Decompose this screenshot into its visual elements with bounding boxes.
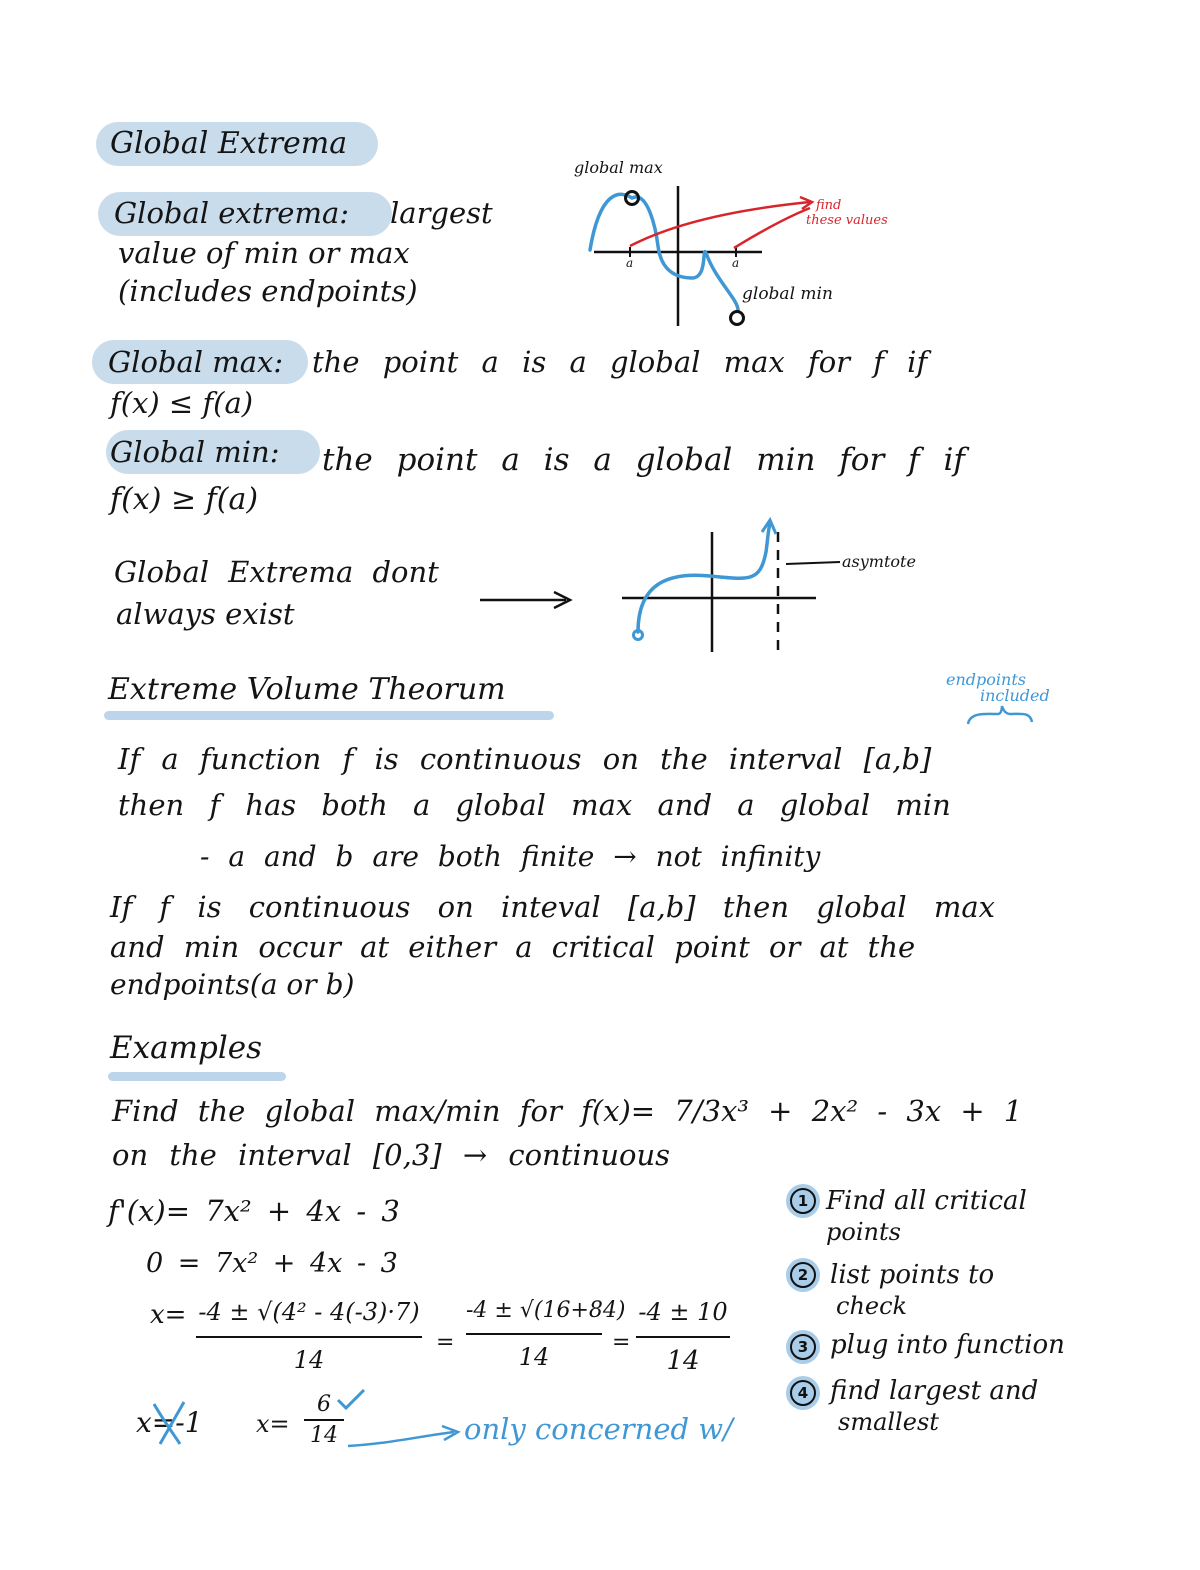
quad-bar3 xyxy=(636,1336,730,1338)
step-3-badge xyxy=(786,1330,820,1364)
step-3-number: 3 xyxy=(790,1334,816,1360)
graph1-tick-a: a xyxy=(626,256,634,270)
graph1-max-label: global max xyxy=(574,158,663,177)
step-1-number: 1 xyxy=(790,1188,816,1214)
global-max-statement: the point a is a global max for f if xyxy=(312,345,928,379)
problem-line1: Find the global max/min for f(x)= 7/3x³ + 2x² - 3x + 1 xyxy=(112,1094,1023,1128)
step-2-badge xyxy=(786,1258,820,1292)
global-min-condition: f(x) ≥ f(a) xyxy=(110,482,259,517)
root-kept-den: 14 xyxy=(310,1423,338,1448)
global-max-term: Global max: xyxy=(108,345,284,379)
examples-heading: Examples xyxy=(110,1030,263,1066)
graph1-find-label-2: these values xyxy=(806,213,888,228)
quad-den3: 14 xyxy=(666,1346,700,1376)
not-exist-line1: Global Extrema dont xyxy=(114,555,439,589)
quad-eq2: = xyxy=(612,1330,631,1355)
graph1-min-label: global min xyxy=(742,284,833,304)
note-arrow xyxy=(346,1424,462,1450)
step-3-line1: plug into function xyxy=(830,1330,1065,1360)
global-max-condition: f(x) ≤ f(a) xyxy=(110,386,254,420)
quad-den2: 14 xyxy=(518,1343,550,1371)
root-crossed: x=-1 xyxy=(136,1406,203,1439)
step-2-line2: check xyxy=(836,1292,908,1320)
quad-num1: -4 ± √(4² - 4(-3)·7) xyxy=(198,1298,420,1326)
graph2-curve xyxy=(638,524,770,632)
step-4-line1: find largest and xyxy=(830,1376,1039,1406)
step-2-line1: list points to xyxy=(830,1260,995,1290)
evt-heading: Extreme Volume Theorum xyxy=(108,672,506,707)
evt-side-note-brace xyxy=(966,704,1036,728)
step-1-line1: Find all critical xyxy=(826,1186,1027,1216)
graph1-find-label-1: find xyxy=(816,198,842,213)
quad-bar2 xyxy=(466,1333,602,1335)
global-min-point xyxy=(731,312,744,325)
global-min-term: Global min: xyxy=(110,435,280,469)
root-kept-prefix: x= xyxy=(256,1410,290,1438)
evt-line4: If f is continuous on inteval [a,b] then global max xyxy=(110,890,996,924)
not-exist-arrow xyxy=(478,588,578,612)
root-check-mark xyxy=(336,1388,366,1412)
graph1-tick-b: a xyxy=(732,256,740,270)
step-1-badge xyxy=(786,1184,820,1218)
asymptote-label: asymtote xyxy=(842,552,916,571)
quad-fraction-3 xyxy=(636,1298,730,1376)
global-min-statement: the point a is a global min for f if xyxy=(322,442,965,478)
evt-line6: endpoints(a or b) xyxy=(110,968,355,1001)
definition-term: Global extrema: xyxy=(114,196,350,230)
problem-line2: on the interval [0,3] → continuous xyxy=(112,1138,671,1172)
quad-den1: 14 xyxy=(293,1346,325,1374)
evt-underline xyxy=(104,711,554,720)
quad-prefix: x= xyxy=(150,1300,187,1330)
asymptote-graph xyxy=(610,512,840,662)
root-cross-mark xyxy=(150,1398,190,1448)
evt-line2: then f has both a global max and a global min xyxy=(118,788,951,822)
definition-line2: value of min or max xyxy=(118,236,410,270)
evt-line5: and min occur at either a critical point or at the xyxy=(110,930,916,964)
evt-line1: If a function f is continuous on the interval [a,b] xyxy=(118,742,932,776)
quad-bar1 xyxy=(196,1336,422,1338)
root-kept-num: 6 xyxy=(317,1392,331,1417)
root-kept-bar xyxy=(304,1419,344,1421)
quad-eq1: = xyxy=(436,1330,455,1355)
set-to-zero: 0 = 7x² + 4x - 3 xyxy=(146,1248,398,1279)
step-1-line2: points xyxy=(826,1218,901,1246)
step-2-number: 2 xyxy=(790,1262,816,1288)
definition-line1: largest xyxy=(390,196,493,230)
quad-num2: -4 ± √(16+84) xyxy=(466,1298,626,1323)
global-extrema-graph xyxy=(560,150,920,340)
quad-num3: -4 ± 10 xyxy=(638,1298,728,1326)
graph1-red-arrow-2 xyxy=(734,208,810,248)
not-exist-line2: always exist xyxy=(116,597,295,631)
note-text: only concerned w/ xyxy=(464,1412,733,1446)
graph2-endpoint xyxy=(634,631,643,640)
evt-line3: - a and b are both finite → not infinity xyxy=(200,840,821,873)
quad-fraction-1 xyxy=(196,1298,422,1374)
step-4-number: 4 xyxy=(790,1380,816,1406)
definition-line3: (includes endpoints) xyxy=(118,274,418,308)
step-4-badge xyxy=(786,1376,820,1410)
quad-fraction-2 xyxy=(466,1298,626,1371)
page-title: Global Extrema xyxy=(110,126,348,161)
evt-side-note-2: included xyxy=(980,686,1050,705)
examples-underline xyxy=(108,1072,286,1081)
step-4-line2: smallest xyxy=(838,1408,939,1436)
derivative: f'(x)= 7x² + 4x - 3 xyxy=(108,1194,400,1228)
evt-side-note-1: endpoints xyxy=(946,670,1026,689)
